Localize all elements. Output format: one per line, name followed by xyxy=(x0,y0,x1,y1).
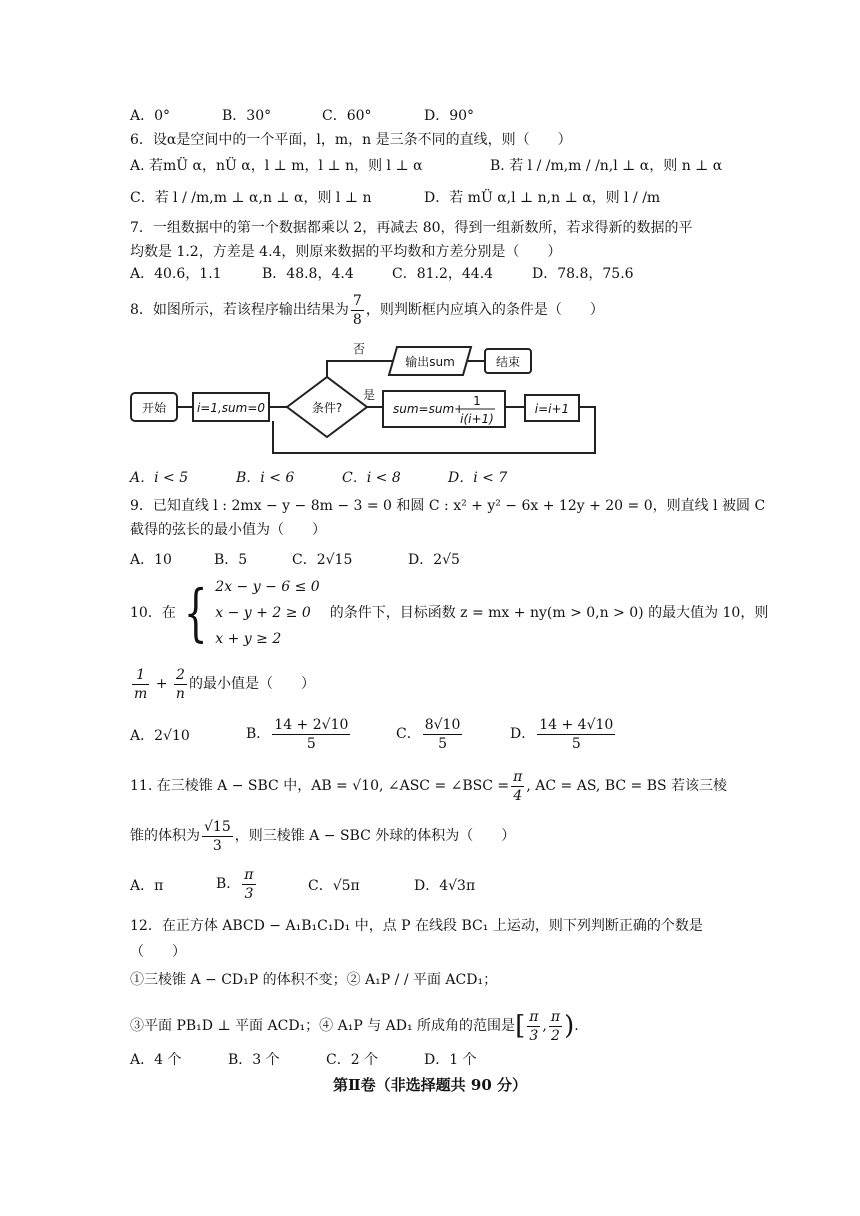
q8-option-c: C．i < 8 xyxy=(342,470,401,486)
q10-ineq-3: x + y ≥ 2 xyxy=(215,631,282,647)
q10-frac-1 xyxy=(132,666,149,703)
q6-option-c: C．若 l / /m,m ⊥ α,n ⊥ α，则 l ⊥ n xyxy=(130,190,372,206)
q10-option-c xyxy=(396,712,464,756)
q6-stem: 6．设α是空间中的一个平面，l，m，n 是三条不同的直线，则（ ） xyxy=(130,132,572,148)
q8-output-fraction xyxy=(351,292,364,329)
q12-range-close-paren: ) xyxy=(564,1011,575,1041)
q6-option-a: A. 若mÜ α，nÜ α，l ⊥ m，l ⊥ n，则 l ⊥ α xyxy=(130,158,423,174)
flow-sum-label: sum=sum+ xyxy=(393,402,465,416)
q11-stem-line2-post: ，则三棱锥 A − SBC 外球的体积为（ ） xyxy=(234,828,516,844)
q10-prefix: 10．在 xyxy=(130,605,176,621)
q6-option-b: B. 若 l / /m,m / /n,l ⊥ α，则 n ⊥ α xyxy=(490,158,723,174)
q10-frac-1-num: 1 xyxy=(132,666,149,685)
flow-inc-label: i=i+1 xyxy=(534,402,570,416)
q10-option-b-den: 5 xyxy=(306,735,316,752)
flow-start-label: 开始 xyxy=(141,401,167,415)
q11-stem-line1-pre: 11. 在三棱锥 A − SBC 中，AB = √10, ∠ASC = ∠BSC = xyxy=(130,778,510,794)
q10-stem-line2-post: 的最小值是（ ） xyxy=(188,676,315,692)
q12-stem-line1: 12．在正方体 ABCD − A₁B₁C₁D₁ 中，点 P 在线段 BC₁ 上运动，则下列判断正确的个数是 xyxy=(130,918,703,934)
flow-output-label: 输出sum xyxy=(405,355,455,369)
q8-stem xyxy=(130,290,604,330)
q5-option-d: D．90° xyxy=(424,108,475,124)
q7-option-d: D．78.8，75.6 xyxy=(532,266,634,282)
q8-flowchart xyxy=(125,335,605,460)
q12-option-a: A．4 个 xyxy=(130,1052,182,1068)
q11-option-b-label: B． xyxy=(216,876,241,892)
q12-range-lower-num: π xyxy=(529,1008,539,1025)
q11-option-b-num: π xyxy=(244,866,254,883)
q10-brace: { xyxy=(183,576,208,649)
flow-init-label: i=1,sum=0 xyxy=(196,401,266,415)
q9-option-d: D．2√5 xyxy=(408,552,460,568)
q11-option-a: A．π xyxy=(130,878,164,894)
q8-option-b: B．i < 6 xyxy=(236,470,295,486)
q5-option-b: B．30° xyxy=(222,108,272,124)
q10-option-a: A．2√10 xyxy=(130,728,190,744)
q10-option-d-frac xyxy=(537,716,615,753)
flow-sum-den: i(i+1) xyxy=(460,412,494,426)
q10-frac-2-num: 2 xyxy=(174,666,187,685)
q10-option-c-frac xyxy=(423,716,463,753)
q11-option-b xyxy=(216,862,258,906)
flow-sum-num: 1 xyxy=(473,394,481,408)
q9-stem-line1: 9．已知直线 l : 2mx − y − 8m − 3 = 0 和圆 C : x² + y² − 6x + 12y + 20 = 0，则直线 l 被圆 C xyxy=(130,498,766,514)
q10-option-d-num: 14 + 4√10 xyxy=(539,716,614,733)
q10-option-c-num: 8√10 xyxy=(424,716,461,733)
q10-option-d xyxy=(510,712,617,756)
q12-option-d: D．1 个 xyxy=(424,1052,477,1068)
q8-option-a: A．i < 5 xyxy=(130,470,189,486)
q11-stem-line1-post: , AC = AS, BC = BS 若该三棱 xyxy=(526,778,728,794)
q11-option-d: D．4√3π xyxy=(414,878,476,894)
q12-range-lower-den: 3 xyxy=(529,1027,539,1044)
q11-option-c: C．√5π xyxy=(308,878,360,894)
q10-option-b xyxy=(246,712,352,756)
q11-volume-num: √15 xyxy=(204,818,231,835)
q7-stem-line2: 均数是 1.2，方差是 4.4，则原来数据的平均数和方差分别是（ ） xyxy=(130,244,562,260)
q12-statements-3-4: ③平面 PB₁D ⊥ 平面 ACD₁；④ A₁P 与 AD₁ 所成角的范围是[ $\frac{\pi}{3}$ , $\frac{\pi}{2}$ ). xyxy=(130,1008,579,1044)
q11-stem-line2 xyxy=(130,816,515,856)
q9-option-c: C．2√15 xyxy=(292,552,353,568)
q12-range-open-bracket: [ xyxy=(515,1011,526,1041)
q10-option-d-den: 5 xyxy=(571,735,581,752)
q5-option-a: A．0° xyxy=(130,108,171,124)
q11-volume-frac xyxy=(202,818,233,855)
q12-range-lower xyxy=(527,1008,540,1045)
q10-frac-1-den: m xyxy=(134,685,148,702)
q7-option-c: C．81.2，44.4 xyxy=(392,266,494,282)
flow-decision-label: 条件? xyxy=(311,401,343,415)
q9-stem-line2: 截得的弦长的最小值为（ ） xyxy=(130,522,326,538)
q10-stem-line2: $\frac{1}{m}$ + $\frac{2}{n}$ 的最小值是（ ） xyxy=(134,666,315,702)
flow-end-label: 结束 xyxy=(495,355,521,369)
q7-option-a: A．40.6，1.1 xyxy=(130,266,222,282)
q12-statements-1-2: ①三棱锥 A − CD₁P 的体积不变；② A₁P / / 平面 ACD₁； xyxy=(130,972,498,988)
q6-option-d: D．若 mÜ α,l ⊥ n,n ⊥ α，则 l / /m xyxy=(424,190,661,206)
q9-option-a: A．10 xyxy=(130,552,172,568)
q7-stem-line1: 7．一组数据中的第一个数据都乘以 2，再减去 80，得到一组新数所，若求得新的数据的平 xyxy=(130,220,693,236)
q7-option-b: B．48.8，4.4 xyxy=(262,266,354,282)
q12-option-c: C．2 个 xyxy=(326,1052,379,1068)
q12-statements-3-4-text: ③平面 PB₁D ⊥ 平面 ACD₁；④ A₁P 与 AD₁ 所成角的范围是 xyxy=(130,1018,516,1034)
q12-range-upper xyxy=(549,1008,562,1045)
q11-angle-frac xyxy=(511,768,524,805)
q8-stem-pre: 8．如图所示，若该程序输出结果为 xyxy=(130,302,349,318)
q5-option-c: C．60° xyxy=(322,108,372,124)
q10-option-c-den: 5 xyxy=(438,735,447,752)
q10-option-c-label: C． xyxy=(396,726,421,742)
q8-option-d: D．i < 7 xyxy=(448,470,508,486)
q10-option-b-frac xyxy=(272,716,350,753)
q10-option-b-label: B． xyxy=(246,726,271,742)
q9-option-b: B．5 xyxy=(214,552,248,568)
flow-no-label: 否 xyxy=(353,342,366,356)
q10-stem-post: 的条件下，目标函数 z = mx + ny(m > 0,n > 0) 的最大值为 10，则 xyxy=(329,605,769,621)
q11-option-b-den: 3 xyxy=(244,885,254,902)
q10-stem xyxy=(130,574,768,652)
q11-angle-den: 4 xyxy=(513,787,523,804)
q10-ineq-2: x − y + 2 ≥ 0 xyxy=(215,605,311,621)
q10-frac-2-den: n xyxy=(175,685,185,702)
q12-range-upper-num: π xyxy=(550,1008,561,1025)
q11-stem-line1 xyxy=(130,766,727,806)
q11-option-b-frac xyxy=(242,866,255,903)
q10-frac-2 xyxy=(174,666,187,703)
q11-volume-den: 3 xyxy=(212,837,222,854)
q8-stem-post: ，则判断框内应填入的条件是（ ） xyxy=(365,302,604,318)
q10-option-b-num: 14 + 2√10 xyxy=(274,716,349,733)
flow-yes-label: 是 xyxy=(363,388,376,402)
q12-option-b: B．3 个 xyxy=(228,1052,280,1068)
q10-system xyxy=(215,574,319,652)
q11-angle-num: π xyxy=(513,768,523,785)
q8-frac-den: 8 xyxy=(352,311,362,328)
section-title: 第Ⅱ卷（非选择题共 90 分） xyxy=(333,1076,527,1094)
q10-ineq-1: 2x − y − 6 ≤ 0 xyxy=(215,579,320,595)
q10-option-d-label: D． xyxy=(510,726,536,742)
q8-frac-num: 7 xyxy=(352,292,362,309)
q11-stem-line2-pre: 锥的体积为 xyxy=(130,828,200,844)
q12-stem-line2: （ ） xyxy=(130,944,186,960)
q12-range-upper-den: 2 xyxy=(551,1027,560,1044)
